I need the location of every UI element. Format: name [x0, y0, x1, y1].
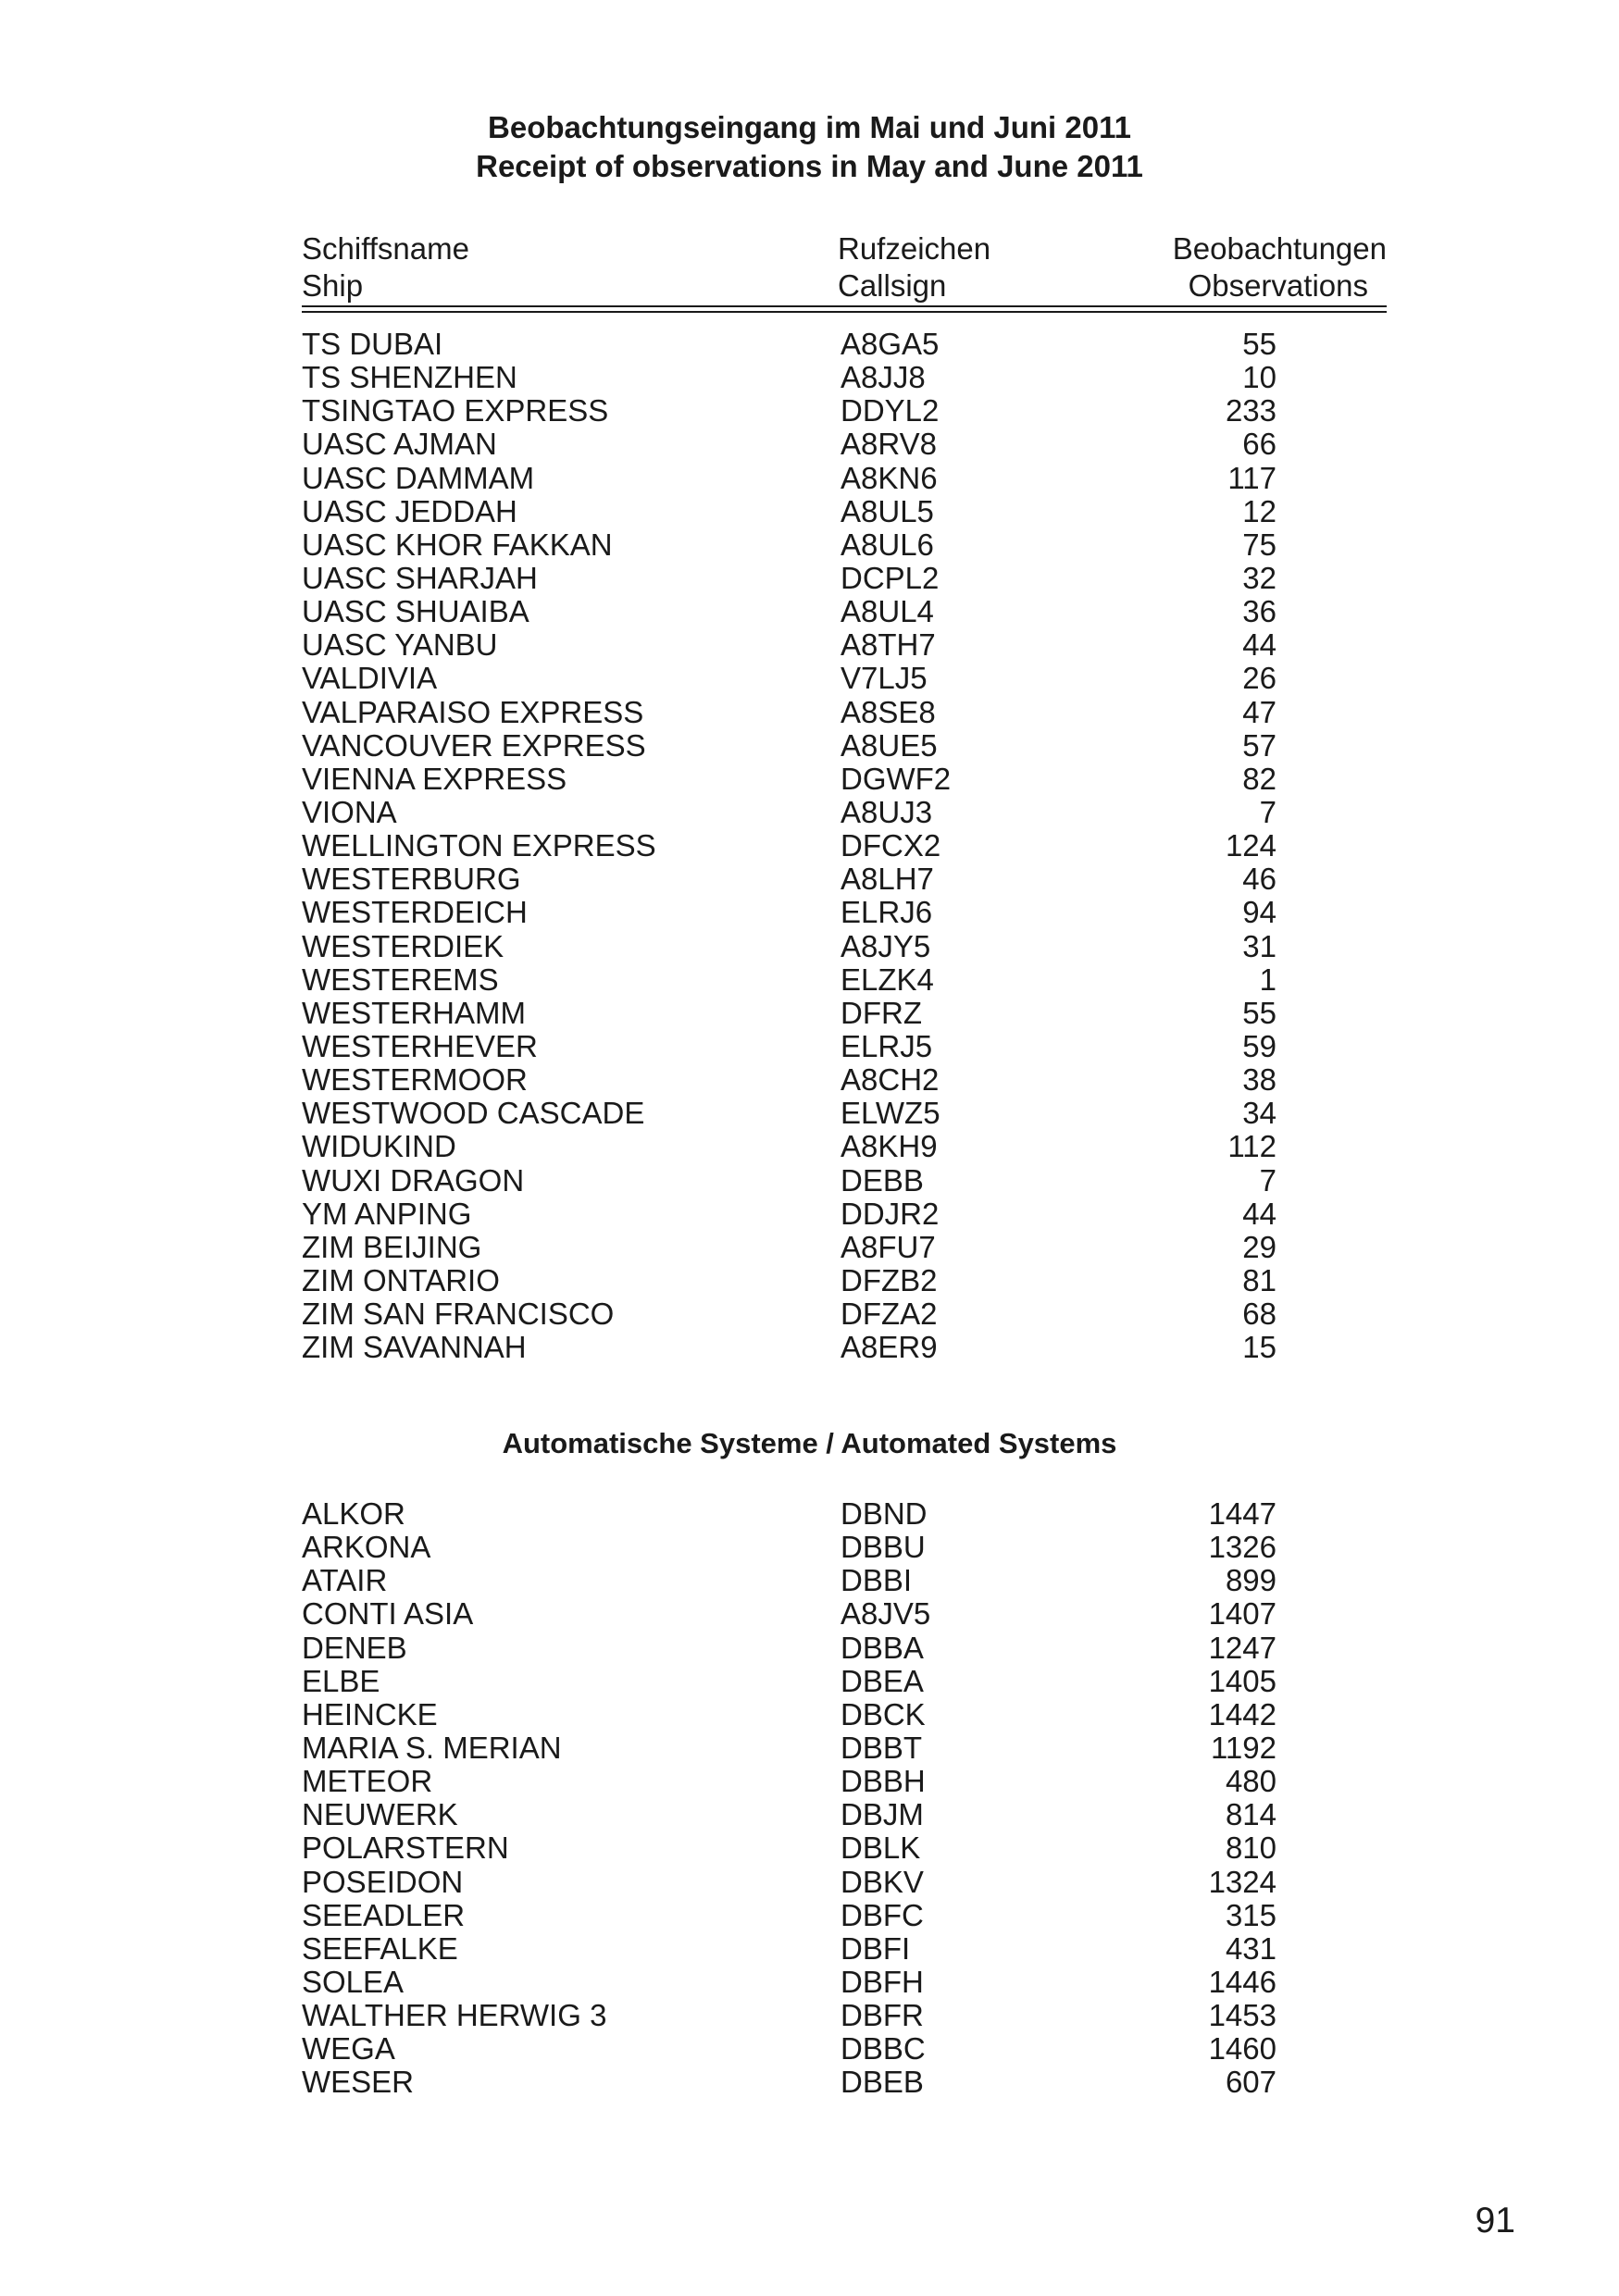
- callsign: DFZA2: [841, 1297, 938, 1332]
- callsign: V7LJ5: [841, 661, 928, 696]
- ship-name: WESTERDEICH: [302, 895, 528, 930]
- ship-name: SEEFALKE: [302, 1930, 458, 1966]
- callsign: DDJR2: [841, 1196, 940, 1231]
- ship-name: ELBE: [302, 1663, 380, 1698]
- table-row: [302, 2032, 1387, 2066]
- table-row: [302, 1798, 1387, 1831]
- observation-count: 899: [1225, 1563, 1277, 1598]
- observation-count: 1447: [1208, 1496, 1277, 1531]
- callsign: A8RV8: [841, 427, 937, 462]
- ships-table: [302, 328, 1387, 1364]
- table-row: [302, 1597, 1387, 1631]
- ship-name: WESTERHAMM: [302, 995, 526, 1030]
- observation-count: 44: [1242, 1196, 1277, 1231]
- ship-name: WESTEREMS: [302, 962, 499, 997]
- page-number: 91: [1475, 2201, 1515, 2240]
- callsign: DDYL2: [841, 393, 940, 428]
- ship-name: VALPARAISO EXPRESS: [302, 694, 644, 729]
- table-row: [302, 729, 1387, 763]
- ship-name: TSINGTAO EXPRESS: [302, 393, 609, 428]
- callsign: DGWF2: [841, 761, 952, 796]
- table-row: [302, 1164, 1387, 1198]
- ship-name: CONTI ASIA: [302, 1596, 474, 1632]
- table-row: [302, 1866, 1387, 1899]
- header-observations-german: Beobachtungen: [1172, 231, 1387, 266]
- callsign: A8UL4: [841, 594, 934, 629]
- observation-count: 1326: [1208, 1530, 1277, 1565]
- ship-name: UASC DAMMAM: [302, 460, 535, 495]
- table-row: [302, 1899, 1387, 1932]
- observation-count: 117: [1227, 460, 1277, 495]
- ship-name: WIDUKIND: [302, 1129, 456, 1164]
- observation-count: 233: [1225, 393, 1277, 428]
- ship-name: POLARSTERN: [302, 1831, 509, 1866]
- ship-name: ZIM SAVANNAH: [302, 1330, 527, 1365]
- table-row: [302, 1264, 1387, 1297]
- table-row: [302, 495, 1387, 528]
- table-row: [302, 1030, 1387, 1063]
- ship-name: WESTERBURG: [302, 862, 521, 897]
- table-row: [302, 796, 1387, 829]
- observation-count: 315: [1225, 1897, 1277, 1932]
- callsign: DBND: [841, 1496, 928, 1531]
- page-title-german: Beobachtungseingang im Mai und Juni 2011: [488, 110, 1131, 144]
- callsign: DEBB: [841, 1162, 924, 1198]
- ship-name: ATAIR: [302, 1563, 388, 1598]
- callsign: A8ER9: [841, 1330, 938, 1365]
- observation-count: 12: [1242, 493, 1277, 528]
- ship-name: WESTERDIEK: [302, 928, 504, 963]
- callsign: A8CH2: [841, 1062, 940, 1098]
- observation-count: 1247: [1208, 1630, 1277, 1665]
- callsign: DBCK: [841, 1696, 926, 1731]
- callsign: DBBC: [841, 2031, 926, 2066]
- observation-count: 57: [1242, 727, 1277, 763]
- observation-count: 1: [1259, 962, 1277, 997]
- observation-count: 810: [1225, 1831, 1277, 1866]
- observation-count: 1405: [1208, 1663, 1277, 1698]
- ship-name: UASC AJMAN: [302, 427, 497, 462]
- ship-name: ZIM BEIJING: [302, 1229, 482, 1264]
- table-row: [302, 595, 1387, 628]
- callsign: A8JV5: [841, 1596, 931, 1632]
- ship-name: VALDIVIA: [302, 661, 438, 696]
- callsign: A8GA5: [841, 327, 940, 361]
- callsign: ELZK4: [841, 962, 934, 997]
- table-row: [302, 428, 1387, 461]
- table-row: [302, 1564, 1387, 1597]
- observation-count: 1442: [1208, 1696, 1277, 1731]
- observation-count: 1324: [1208, 1864, 1277, 1899]
- table-row: [302, 997, 1387, 1030]
- observation-count: 31: [1242, 928, 1277, 963]
- ship-name: UASC YANBU: [302, 627, 498, 663]
- ship-name: YM ANPING: [302, 1196, 472, 1231]
- table-row: [302, 662, 1387, 695]
- ship-name: ARKONA: [302, 1530, 431, 1565]
- callsign: DBFH: [841, 1964, 924, 1999]
- table-row: [302, 1198, 1387, 1231]
- table-row: [302, 1063, 1387, 1097]
- ship-name: POSEIDON: [302, 1864, 464, 1899]
- callsign: DBJM: [841, 1797, 924, 1832]
- table-row: [302, 1999, 1387, 2032]
- observation-count: 1453: [1208, 1998, 1277, 2033]
- table-row: [302, 562, 1387, 595]
- table-row: [302, 930, 1387, 963]
- ship-name: VANCOUVER EXPRESS: [302, 727, 646, 763]
- ship-name: TS DUBAI: [302, 327, 443, 361]
- ship-name: HEINCKE: [302, 1696, 438, 1731]
- header-divider-top: [302, 305, 1387, 307]
- callsign: A8LH7: [841, 862, 934, 897]
- ship-name: UASC SHARJAH: [302, 560, 538, 595]
- observation-count: 36: [1242, 594, 1277, 629]
- observation-count: 112: [1227, 1129, 1277, 1164]
- ship-name: MARIA S. MERIAN: [302, 1730, 562, 1765]
- observation-count: 47: [1242, 694, 1277, 729]
- table-row: [302, 1231, 1387, 1264]
- table-row: [302, 1831, 1387, 1865]
- ship-name: SOLEA: [302, 1964, 405, 1999]
- callsign: A8TH7: [841, 627, 936, 663]
- ship-name: ZIM SAN FRANCISCO: [302, 1297, 615, 1332]
- page-title-english: Receipt of observations in May and June 2011: [476, 149, 1143, 183]
- callsign: A8JJ8: [841, 360, 926, 395]
- callsign: DFCX2: [841, 828, 941, 863]
- table-row: [302, 1731, 1387, 1765]
- callsign: A8KN6: [841, 460, 938, 495]
- automated-systems-heading: Automatische Systeme / Automated Systems: [502, 1427, 1117, 1459]
- callsign: A8UJ3: [841, 794, 933, 829]
- header-divider-bottom: [302, 311, 1387, 313]
- table-row: [302, 1097, 1387, 1130]
- header-observations-english: Observations: [1188, 268, 1368, 303]
- observation-count: 32: [1242, 560, 1277, 595]
- observation-count: 81: [1242, 1262, 1277, 1297]
- callsign: DBBH: [841, 1764, 926, 1799]
- ship-name: WALTHER HERWIG 3: [302, 1998, 607, 2033]
- observation-count: 55: [1242, 995, 1277, 1030]
- observation-count: 7: [1259, 1162, 1277, 1198]
- ship-name: ALKOR: [302, 1496, 405, 1531]
- observation-count: 66: [1242, 427, 1277, 462]
- ship-name: WESTERHEVER: [302, 1028, 538, 1063]
- ship-name: TS SHENZHEN: [302, 360, 517, 395]
- table-row: [302, 1331, 1387, 1364]
- header-callsign-german: Rufzeichen: [838, 231, 991, 266]
- ship-name: WESTWOOD CASCADE: [302, 1096, 645, 1131]
- observation-count: 34: [1242, 1096, 1277, 1131]
- callsign: A8SE8: [841, 694, 936, 729]
- observation-count: 15: [1242, 1330, 1277, 1365]
- table-row: [302, 2066, 1387, 2099]
- callsign: A8FU7: [841, 1229, 936, 1264]
- observation-count: 480: [1225, 1764, 1277, 1799]
- callsign: DBFR: [841, 1998, 924, 2033]
- callsign: DFRZ: [841, 995, 922, 1030]
- automated-systems-table: [302, 1497, 1387, 2100]
- table-row: [302, 763, 1387, 796]
- table-row: [302, 1130, 1387, 1163]
- table-row: [302, 1531, 1387, 1564]
- table-row: [302, 628, 1387, 662]
- callsign: DFZB2: [841, 1262, 938, 1297]
- callsign: A8UL5: [841, 493, 934, 528]
- ship-name: WESTERMOOR: [302, 1062, 528, 1098]
- observation-count: 29: [1242, 1229, 1277, 1264]
- callsign: DCPL2: [841, 560, 940, 595]
- ship-name: SEEADLER: [302, 1897, 466, 1932]
- observation-count: 607: [1225, 2065, 1277, 2100]
- ship-name: WESER: [302, 2065, 415, 2100]
- observation-count: 1192: [1211, 1730, 1277, 1765]
- ship-name: WUXI DRAGON: [302, 1162, 525, 1198]
- table-row: [302, 829, 1387, 863]
- table-row: [302, 528, 1387, 562]
- callsign: A8JY5: [841, 928, 931, 963]
- callsign: DBLK: [841, 1831, 921, 1866]
- callsign: DBBI: [841, 1563, 913, 1598]
- callsign: A8UL6: [841, 527, 934, 562]
- callsign: ELRJ5: [841, 1028, 933, 1063]
- table-row: [302, 1497, 1387, 1531]
- ship-name: VIONA: [302, 794, 397, 829]
- header-callsign-english: Callsign: [838, 268, 947, 303]
- table-row: [302, 328, 1387, 361]
- callsign: A8UE5: [841, 727, 938, 763]
- ship-name: METEOR: [302, 1764, 433, 1799]
- ship-name: WEGA: [302, 2031, 395, 2066]
- header-ship-german: Schiffsname: [302, 231, 469, 266]
- table-row: [302, 1932, 1387, 1966]
- callsign: DBEA: [841, 1663, 924, 1698]
- callsign: ELRJ6: [841, 895, 933, 930]
- table-row: [302, 896, 1387, 929]
- table-row: [302, 462, 1387, 495]
- callsign: DBBT: [841, 1730, 923, 1765]
- callsign: DBBU: [841, 1530, 926, 1565]
- table-row: [302, 1966, 1387, 1999]
- observation-count: 44: [1242, 627, 1277, 663]
- table-row: [302, 963, 1387, 997]
- observation-count: 814: [1225, 1797, 1277, 1832]
- callsign: DBFC: [841, 1897, 924, 1932]
- callsign: ELWZ5: [841, 1096, 940, 1131]
- callsign: DBBA: [841, 1630, 924, 1665]
- table-row: [302, 394, 1387, 428]
- table-row: [302, 863, 1387, 896]
- table-row: [302, 1632, 1387, 1665]
- table-row: [302, 1698, 1387, 1731]
- observation-count: 75: [1242, 527, 1277, 562]
- observation-count: 38: [1242, 1062, 1277, 1098]
- observation-count: 46: [1242, 862, 1277, 897]
- table-row: [302, 1297, 1387, 1331]
- observation-count: 55: [1242, 327, 1277, 361]
- header-ship-english: Ship: [302, 268, 364, 303]
- observation-count: 68: [1242, 1297, 1277, 1332]
- observation-count: 1407: [1208, 1596, 1277, 1632]
- observation-count: 10: [1242, 360, 1277, 395]
- observation-count: 1446: [1208, 1964, 1277, 1999]
- ship-name: ZIM ONTARIO: [302, 1262, 500, 1297]
- observation-count: 59: [1242, 1028, 1277, 1063]
- observation-count: 1460: [1208, 2031, 1277, 2066]
- ship-name: NEUWERK: [302, 1797, 458, 1832]
- callsign: DBKV: [841, 1864, 924, 1899]
- ship-name: VIENNA EXPRESS: [302, 761, 567, 796]
- observation-count: 124: [1225, 828, 1277, 863]
- observation-count: 94: [1242, 895, 1277, 930]
- ship-name: UASC JEDDAH: [302, 493, 517, 528]
- observation-count: 7: [1259, 794, 1277, 829]
- observation-count: 26: [1242, 661, 1277, 696]
- callsign: A8KH9: [841, 1129, 938, 1164]
- table-row: [302, 361, 1387, 394]
- ship-name: UASC KHOR FAKKAN: [302, 527, 613, 562]
- observation-count: 431: [1225, 1930, 1277, 1966]
- ship-name: UASC SHUAIBA: [302, 594, 529, 629]
- ship-name: DENEB: [302, 1630, 407, 1665]
- table-row: [302, 696, 1387, 729]
- table-row: [302, 1765, 1387, 1798]
- callsign: DBFI: [841, 1930, 911, 1966]
- callsign: DBEB: [841, 2065, 924, 2100]
- observation-count: 82: [1242, 761, 1277, 796]
- ship-name: WELLINGTON EXPRESS: [302, 828, 656, 863]
- table-row: [302, 1665, 1387, 1698]
